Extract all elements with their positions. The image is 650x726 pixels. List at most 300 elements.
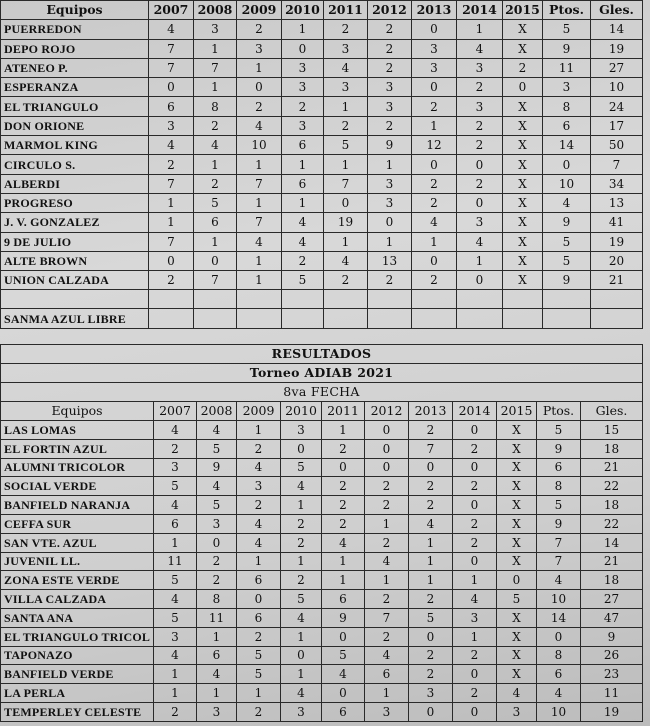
table-row [1,421,643,440]
score-cell: 2 [282,97,324,116]
score-cell: 2 [409,421,453,440]
score-cell: 1 [237,684,281,703]
score-cell: 1 [281,552,322,571]
score-cell: 0 [237,78,282,97]
score-cell: 2 [322,477,365,496]
table-row [1,39,643,58]
table-row [1,251,643,270]
score-cell: X [503,20,543,39]
score-cell: 1 [194,155,237,174]
table2-header-row [1,402,643,421]
score-cell: 7 [149,232,194,251]
score-cell: 8 [194,97,237,116]
score-cell: 1 [457,251,503,270]
score-cell: 1 [194,39,237,58]
score-cell: 4 [365,646,409,665]
score-cell: 3 [324,39,368,58]
score-cell: 4 [537,571,581,590]
score-cell: 3 [281,702,322,721]
score-cell: 18 [581,496,643,515]
score-cell: 9 [537,439,581,458]
score-cell: 3 [368,97,412,116]
score-cell: 5 [282,271,324,290]
score-cell: 2 [324,271,368,290]
score-cell: X [497,665,537,684]
score-cell: 4 [197,665,237,684]
score-cell: X [497,608,537,627]
team-name: TAPONAZO [1,646,154,665]
score-cell: 2 [149,271,194,290]
score-cell: 0 [149,78,194,97]
score-cell: X [497,552,537,571]
score-cell: 5 [197,439,237,458]
score-cell: 4 [154,496,197,515]
score-cell: 2 [409,646,453,665]
score-cell: 3 [457,213,503,232]
score-cell: 6 [197,646,237,665]
col-header-2010: 2010 [281,402,322,421]
score-cell: 1 [365,514,409,533]
score-cell: X [497,646,537,665]
score-cell: 2 [154,702,197,721]
score-cell: 14 [581,533,643,552]
score-cell: 1 [322,571,365,590]
score-cell: 6 [543,116,591,135]
team-name: EL TRIANGULO [1,97,149,116]
col-header-2008: 2008 [194,1,237,20]
score-cell: X [497,421,537,440]
score-cell: 6 [537,458,581,477]
score-cell: 6 [154,514,197,533]
table-row [1,97,643,116]
score-cell: 0 [453,496,497,515]
score-cell: 21 [581,552,643,571]
table-row [1,439,643,458]
table-row [1,232,643,251]
score-cell: 3 [368,174,412,193]
score-cell: 0 [453,421,497,440]
score-cell: 4 [282,232,324,251]
score-cell: 2 [453,477,497,496]
score-cell: 9 [543,39,591,58]
score-cell: 0 [537,627,581,646]
col-header-gles: Gles. [591,1,643,20]
score-cell: 5 [537,421,581,440]
score-cell: 5 [194,193,237,212]
score-cell: 7 [149,39,194,58]
team-name: VILLA CALZADA [1,590,154,609]
score-cell: 1 [194,232,237,251]
score-cell: 1 [281,665,322,684]
score-cell: 3 [365,702,409,721]
col-header-2013: 2013 [409,402,453,421]
score-cell: 6 [237,608,281,627]
score-cell: 7 [149,174,194,193]
score-cell: 2 [237,97,282,116]
score-cell: 2 [154,439,197,458]
score-cell: X [503,116,543,135]
score-cell: 7 [409,439,453,458]
table-row [1,496,643,515]
score-cell: 2 [365,477,409,496]
score-cell: 6 [282,174,324,193]
score-cell: 5 [497,590,537,609]
score-cell: 0 [365,439,409,458]
col-header-2009: 2009 [237,1,282,20]
score-cell: 23 [581,665,643,684]
score-cell: 4 [197,477,237,496]
score-cell: 3 [368,78,412,97]
score-cell: 2 [409,477,453,496]
score-cell: 6 [237,571,281,590]
score-cell: 1 [149,193,194,212]
score-cell: 0 [457,193,503,212]
team-name: PUERREDON [1,20,149,39]
score-cell: 5 [322,646,365,665]
score-cell: 0 [453,458,497,477]
score-cell: 3 [282,116,324,135]
score-cell: 4 [322,533,365,552]
score-cell: 3 [237,477,281,496]
score-cell: X [497,477,537,496]
score-cell: 4 [237,232,282,251]
score-cell: 4 [281,608,322,627]
score-cell: 5 [154,477,197,496]
table-row [1,571,643,590]
score-cell: 41 [591,213,643,232]
team-name: CEFFA SUR [1,514,154,533]
score-cell: 27 [581,590,643,609]
score-cell: 9 [543,271,591,290]
score-cell: 2 [281,533,322,552]
team-name: PROGRESO [1,193,149,212]
score-cell: 15 [581,421,643,440]
score-cell: 0 [453,702,497,721]
score-cell: 2 [453,439,497,458]
col-header-2007: 2007 [149,1,194,20]
score-cell: 2 [412,271,457,290]
score-cell: 4 [237,533,281,552]
score-cell: 0 [409,702,453,721]
score-cell: 7 [324,174,368,193]
score-cell: X [503,232,543,251]
score-cell: 4 [324,58,368,77]
score-cell: 4 [543,193,591,212]
score-cell: 50 [591,136,643,155]
score-cell: 2 [368,116,412,135]
score-cell: 3 [453,608,497,627]
score-cell: 2 [237,702,281,721]
col-header-2013: 2013 [412,1,457,20]
score-cell: 7 [537,533,581,552]
score-cell: 4 [197,421,237,440]
score-cell: 4 [412,213,457,232]
score-cell: 1 [237,552,281,571]
score-cell: 1 [154,684,197,703]
score-cell: 6 [322,590,365,609]
score-cell: 0 [457,155,503,174]
score-cell: 0 [497,571,537,590]
col-header-2010: 2010 [282,1,324,20]
score-cell: 20 [591,251,643,270]
score-cell: 3 [543,78,591,97]
score-cell: 1 [322,421,365,440]
score-cell: 1 [282,155,324,174]
score-cell: 4 [322,665,365,684]
score-cell: 4 [149,136,194,155]
team-name: LA PERLA [1,684,154,703]
score-cell: 2 [457,116,503,135]
team-name: BANFIELD VERDE [1,665,154,684]
score-cell: 5 [154,571,197,590]
score-cell: 4 [154,590,197,609]
score-cell: X [497,496,537,515]
score-cell: 11 [154,552,197,571]
score-cell: 0 [453,552,497,571]
score-cell: 7 [365,608,409,627]
score-cell: 0 [412,155,457,174]
score-cell: X [497,514,537,533]
score-cell: 2 [409,665,453,684]
score-cell: 2 [322,439,365,458]
table-row [1,155,643,174]
score-cell: 1 [324,97,368,116]
score-cell: 2 [503,58,543,77]
score-cell: 9 [543,213,591,232]
score-cell: 4 [457,39,503,58]
score-cell: 4 [365,552,409,571]
score-cell: 5 [543,232,591,251]
score-cell: 19 [591,232,643,251]
score-cell: 3 [457,97,503,116]
score-cell: 0 [368,213,412,232]
team-name: BANFIELD NARANJA [1,496,154,515]
score-cell: 1 [281,496,322,515]
score-cell: 2 [322,496,365,515]
score-cell: 1 [154,665,197,684]
score-cell: 2 [412,97,457,116]
table-row [1,665,643,684]
score-cell: 3 [368,193,412,212]
score-cell: 2 [237,439,281,458]
score-cell: X [503,193,543,212]
score-cell: 1 [368,155,412,174]
score-cell: 1 [412,232,457,251]
score-cell: 9 [322,608,365,627]
score-cell: 2 [324,20,368,39]
score-cell: X [503,174,543,193]
score-cell: 6 [322,702,365,721]
score-cell: 2 [197,571,237,590]
team-name: 9 DE JULIO [1,232,149,251]
score-cell: 2 [281,514,322,533]
score-cell: 3 [409,684,453,703]
team-name: CIRCULO S. [1,155,149,174]
score-cell: 3 [281,421,322,440]
col-header-2007: 2007 [154,402,197,421]
score-cell: 4 [409,514,453,533]
table-row [1,477,643,496]
score-cell: 6 [537,665,581,684]
score-cell: 2 [194,174,237,193]
score-cell: 7 [194,58,237,77]
score-cell: 9 [197,458,237,477]
score-cell: 1 [154,533,197,552]
score-cell: 1 [194,78,237,97]
score-cell: 2 [237,496,281,515]
results-title: RESULTADOS [1,345,643,364]
score-cell: 11 [581,684,643,703]
score-cell: 6 [194,213,237,232]
score-cell: 2 [457,174,503,193]
score-cell: 0 [543,155,591,174]
score-cell: 5 [543,20,591,39]
score-cell: 1 [453,627,497,646]
score-cell: 5 [324,136,368,155]
score-cell: 0 [281,439,322,458]
team-name: DON ORIONE [1,116,149,135]
score-cell: 2 [149,155,194,174]
team-name: UNION CALZADA [1,271,149,290]
table1-free-row [1,309,643,329]
score-cell: 5 [537,496,581,515]
table1-body [1,20,643,290]
score-cell: 1 [282,20,324,39]
table-row [1,174,643,193]
score-cell: 0 [322,684,365,703]
col-header-gles: Gles. [581,402,643,421]
score-cell: 8 [197,590,237,609]
col-header-2012: 2012 [368,1,412,20]
score-cell: 9 [537,514,581,533]
score-cell: 8 [537,646,581,665]
score-cell: 8 [537,477,581,496]
score-cell: 2 [409,496,453,515]
score-cell: 14 [591,20,643,39]
score-cell: 0 [365,458,409,477]
score-cell: 24 [591,97,643,116]
score-cell: 6 [282,136,324,155]
score-cell: 2 [368,20,412,39]
score-cell: 2 [365,533,409,552]
score-cell: 0 [322,627,365,646]
team-name: MARMOL KING [1,136,149,155]
table-row [1,514,643,533]
score-cell: 4 [194,136,237,155]
score-cell: 4 [237,514,281,533]
score-cell: 2 [237,627,281,646]
score-cell: 1 [322,552,365,571]
score-cell: 7 [537,552,581,571]
score-cell: 3 [324,78,368,97]
team-name: ALBERDI [1,174,149,193]
standings-table-1 [0,0,643,329]
score-cell: 2 [322,514,365,533]
score-cell: 3 [197,702,237,721]
score-cell: 2 [237,20,282,39]
score-cell: 4 [453,590,497,609]
score-cell: 6 [149,97,194,116]
table-row [1,271,643,290]
table-row [1,533,643,552]
score-cell: 13 [368,251,412,270]
col-header-2009: 2009 [237,402,281,421]
table-row [1,78,643,97]
score-cell: X [497,458,537,477]
round-row [1,383,643,402]
col-header-ptos: Ptos. [543,1,591,20]
score-cell: 6 [365,665,409,684]
col-header-2012: 2012 [365,402,409,421]
score-cell: 1 [409,552,453,571]
score-cell: 7 [237,213,282,232]
tournament-title: Torneo ADIAB 2021 [1,364,643,383]
score-cell: 34 [591,174,643,193]
team-name: EL FORTIN AZUL [1,439,154,458]
score-cell: 4 [281,477,322,496]
score-cell: 2 [282,251,324,270]
score-cell: 9 [581,627,643,646]
team-name: ALUMNI TRICOLOR [1,458,154,477]
score-cell: 0 [197,533,237,552]
score-cell: 0 [282,39,324,58]
score-cell: X [503,136,543,155]
score-cell: 3 [154,627,197,646]
col-header-2014: 2014 [453,402,497,421]
table-row [1,458,643,477]
score-cell: 0 [412,251,457,270]
table-row [1,552,643,571]
table-row [1,684,643,703]
score-cell: 0 [324,193,368,212]
score-cell: 4 [237,458,281,477]
score-cell: 0 [457,271,503,290]
score-cell: 7 [194,271,237,290]
score-cell: 2 [281,571,322,590]
table-row [1,58,643,77]
score-cell: 5 [237,646,281,665]
score-cell: 2 [453,684,497,703]
score-cell: X [497,439,537,458]
score-cell: 14 [543,136,591,155]
team-name: JUVENIL LL. [1,552,154,571]
col-header-2015: 2015 [503,1,543,20]
score-cell: 18 [581,571,643,590]
score-cell: 21 [591,271,643,290]
table-row [1,646,643,665]
team-name: ESPERANZA [1,78,149,97]
score-cell: 3 [194,20,237,39]
team-name: SANTA ANA [1,608,154,627]
score-cell: 1 [197,684,237,703]
score-cell: 4 [154,646,197,665]
team-name: EL TRIANGULO TRICOL [1,627,154,646]
score-cell: 7 [591,155,643,174]
team-name: ZONA ESTE VERDE [1,571,154,590]
score-cell: 0 [412,20,457,39]
score-cell: 27 [591,58,643,77]
score-cell: 3 [154,458,197,477]
score-cell: 2 [457,78,503,97]
score-cell: 18 [581,439,643,458]
score-cell: 2 [453,646,497,665]
team-name: DEPO ROJO [1,39,149,58]
table-row [1,136,643,155]
table-row [1,193,643,212]
score-cell: 9 [368,136,412,155]
score-cell: 4 [282,213,324,232]
score-cell: 2 [453,514,497,533]
